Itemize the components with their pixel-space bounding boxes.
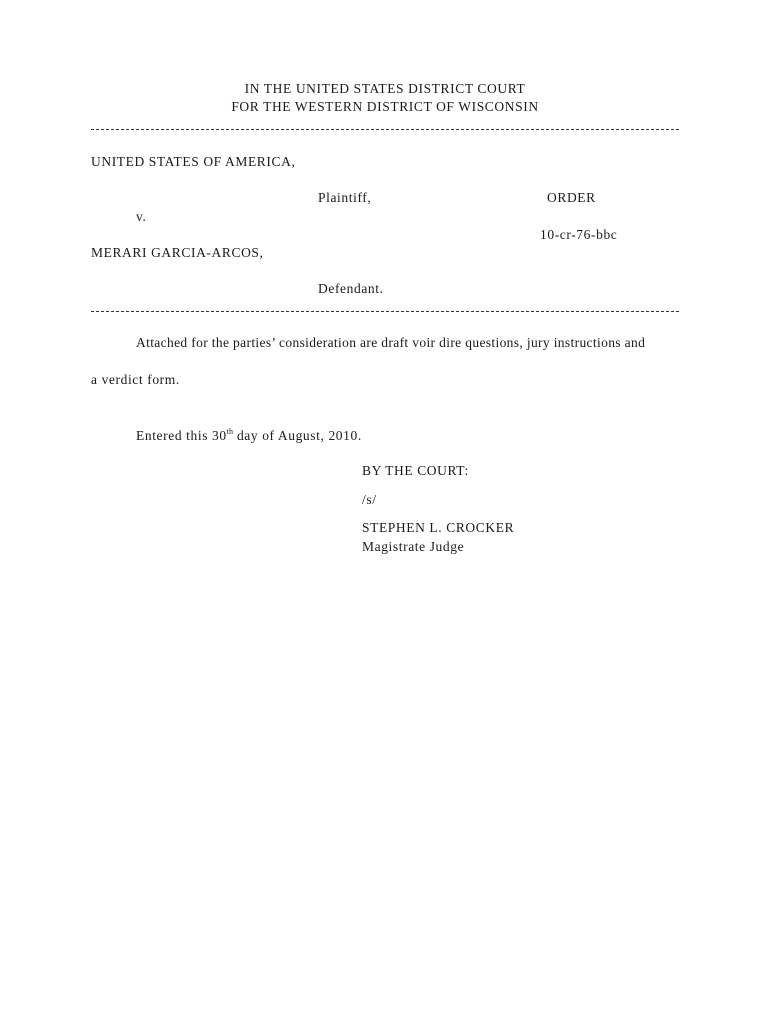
entered-prefix: Entered this 30: [136, 428, 227, 443]
case-number: 10-cr-76-bbc: [540, 227, 618, 242]
district-line: FOR THE WESTERN DISTRICT OF WISCONSIN: [231, 99, 539, 114]
signature-mark: /s/: [362, 492, 377, 507]
plaintiff-name: UNITED STATES OF AMERICA,: [91, 154, 296, 169]
entered-date: [136, 427, 362, 444]
by-the-court: BY THE COURT:: [362, 463, 469, 478]
body-paragraph-line-1: Attached for the parties’ consideration are draft voir dire questions, jury instructions and: [136, 335, 646, 350]
top-divider: [91, 129, 679, 130]
entered-suffix: day of August, 2010.: [232, 428, 362, 443]
bottom-divider: [91, 311, 679, 312]
body-paragraph-line-2: a verdict form.: [91, 372, 180, 387]
versus: v.: [136, 209, 147, 224]
plaintiff-role: Plaintiff,: [318, 190, 372, 205]
entered-superscript: th: [226, 427, 233, 436]
judge-name: STEPHEN L. CROCKER: [362, 520, 515, 535]
judge-title: Magistrate Judge: [362, 539, 465, 554]
defendant-role: Defendant.: [318, 281, 384, 296]
court-name-line: IN THE UNITED STATES DISTRICT COURT: [244, 81, 526, 96]
defendant-name: MERARI GARCIA-ARCOS,: [91, 245, 264, 260]
document-type: ORDER: [547, 190, 596, 205]
